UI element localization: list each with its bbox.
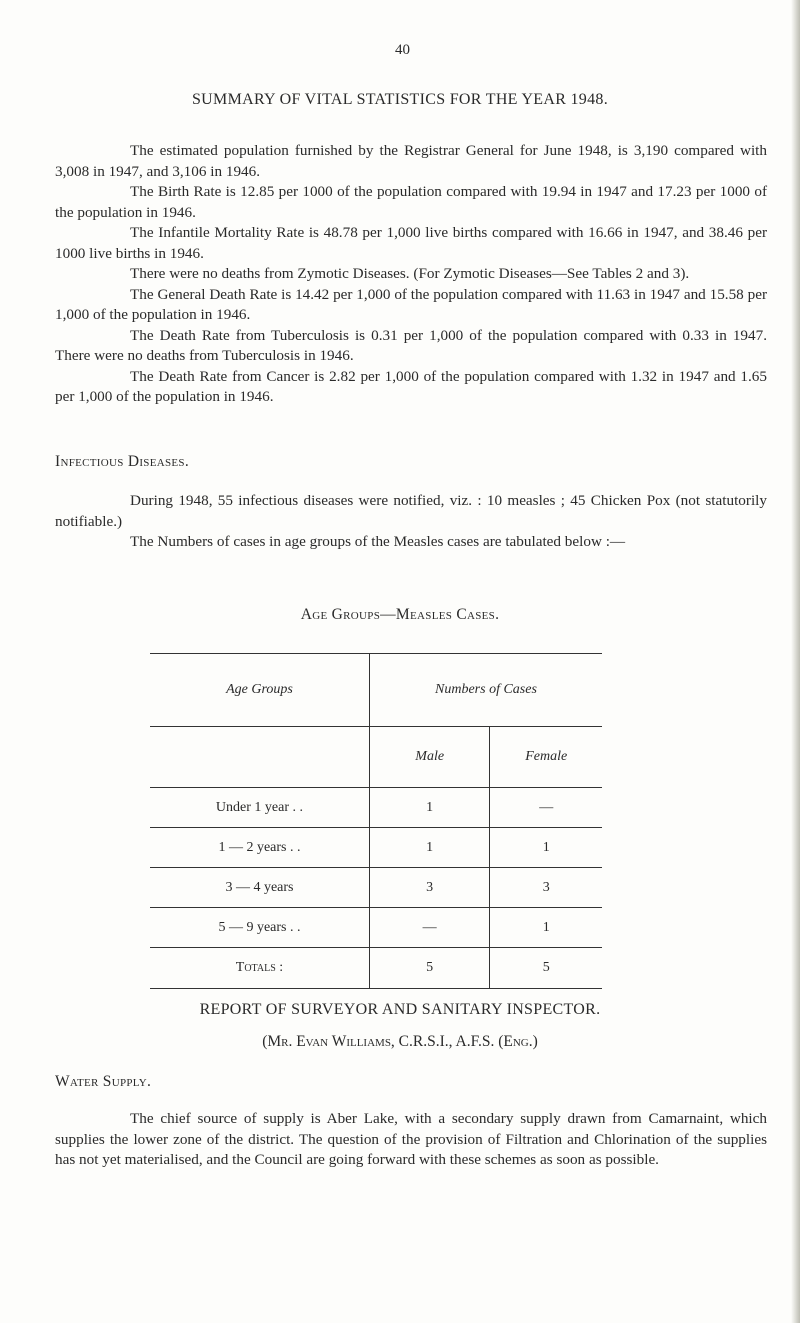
measles-table-intro: The Numbers of cases in age groups of the Measles cases are tabulated below :— xyxy=(130,533,626,550)
age-group-cell: 3 — 4 years xyxy=(150,868,369,908)
male-count-cell: 3 xyxy=(369,868,489,908)
female-count-cell: 1 xyxy=(490,908,602,948)
general-death-rate-paragraph: The General Death Rate is 14.42 per 1,000 of the population compared with 11.63 in 1947 and 15.58 per 1,000 of the population in 1946. xyxy=(55,285,767,323)
zymotic-diseases-paragraph: There were no deaths from Zymotic Diseases. (For Zymotic Diseases—See Tables 2 and 3). xyxy=(130,265,690,282)
table-header-row xyxy=(150,654,602,727)
tuberculosis-paragraph: The Death Rate from Tuberculosis is 0.31 per 1,000 of the population compared with 0.33 in 1947. There were no deaths from Tuberculosis in 1946. xyxy=(55,326,767,364)
infantile-mortality-paragraph: The Infantile Mortality Rate is 48.78 per 1,000 live births compared with 16.66 in 1947, and 38.46 per 1000 live births in 1946. xyxy=(55,224,767,262)
water-supply-paragraph: The chief source of supply is Aber Lake, with a secondary supply drawn from Camarnaint, which supplies the lower zone of the district. The question of the provision of Filtration and Chlorination of the supplies has not yet materialised, and the Council are going forward with these schemes as soon as possible. xyxy=(55,1110,767,1168)
male-count-cell: — xyxy=(369,908,489,948)
water-supply-heading: Water Supply. xyxy=(55,1073,152,1090)
cancer-paragraph: The Death Rate from Cancer is 2.82 per 1,000 of the population compared with 1.32 in 1947 and 1.65 per 1,000 of the population in 1946. xyxy=(55,367,767,405)
female-count-cell: — xyxy=(490,788,602,828)
header-male: Male xyxy=(369,727,489,788)
infectious-diseases-section xyxy=(55,491,767,553)
measles-table-caption: Age Groups—Measles Cases. xyxy=(300,606,500,623)
vital-statistics-summary xyxy=(55,141,767,408)
population-paragraph: The estimated population furnished by the Registrar General for June 1948, is 3,190 compared with 3,008 in 1947, and 3,106 in 1946. xyxy=(55,142,767,180)
measles-age-table xyxy=(150,653,602,989)
female-count-cell: 1 xyxy=(490,828,602,868)
male-count-cell: 1 xyxy=(369,788,489,828)
female-total-cell: 5 xyxy=(490,948,602,989)
page-edge-shadow xyxy=(791,0,800,1323)
male-total-cell: 5 xyxy=(369,948,489,989)
table-row xyxy=(150,908,602,948)
totals-row xyxy=(150,948,602,989)
header-numbers-of-cases: Numbers of Cases xyxy=(369,654,602,727)
age-group-cell: Under 1 year . . xyxy=(150,788,369,828)
page-number: 40 xyxy=(395,42,410,58)
totals-label: Totals : xyxy=(150,948,369,989)
infectious-notified-paragraph: During 1948, 55 infectious diseases were notified, viz. : 10 measles ; 45 Chicken Pox (not statutorily notifiable.) xyxy=(55,492,767,530)
header-female: Female xyxy=(490,727,602,788)
report-title: REPORT OF SURVEYOR AND SANITARY INSPECTOR. xyxy=(199,1001,601,1018)
age-group-cell: 1 — 2 years . . xyxy=(150,828,369,868)
birth-rate-paragraph: The Birth Rate is 12.85 per 1000 of the population compared with 19.94 in 1947 and 17.23 per 1000 of the population in 1946. xyxy=(55,183,767,221)
report-subtitle: (Mr. Evan Williams, C.R.S.I., A.F.S. (Eng.) xyxy=(262,1033,538,1050)
infectious-diseases-heading: Infectious Diseases. xyxy=(55,453,190,470)
header-empty-cell xyxy=(150,727,369,788)
table-row xyxy=(150,828,602,868)
female-count-cell: 3 xyxy=(490,868,602,908)
table-subheader-row xyxy=(150,727,602,788)
table-row xyxy=(150,868,602,908)
table-row xyxy=(150,788,602,828)
water-supply-section xyxy=(55,1109,767,1171)
page-title: SUMMARY OF VITAL STATISTICS FOR THE YEAR 1948. xyxy=(191,91,609,108)
male-count-cell: 1 xyxy=(369,828,489,868)
age-group-cell: 5 — 9 years . . xyxy=(150,908,369,948)
header-age-groups: Age Groups xyxy=(150,654,369,727)
